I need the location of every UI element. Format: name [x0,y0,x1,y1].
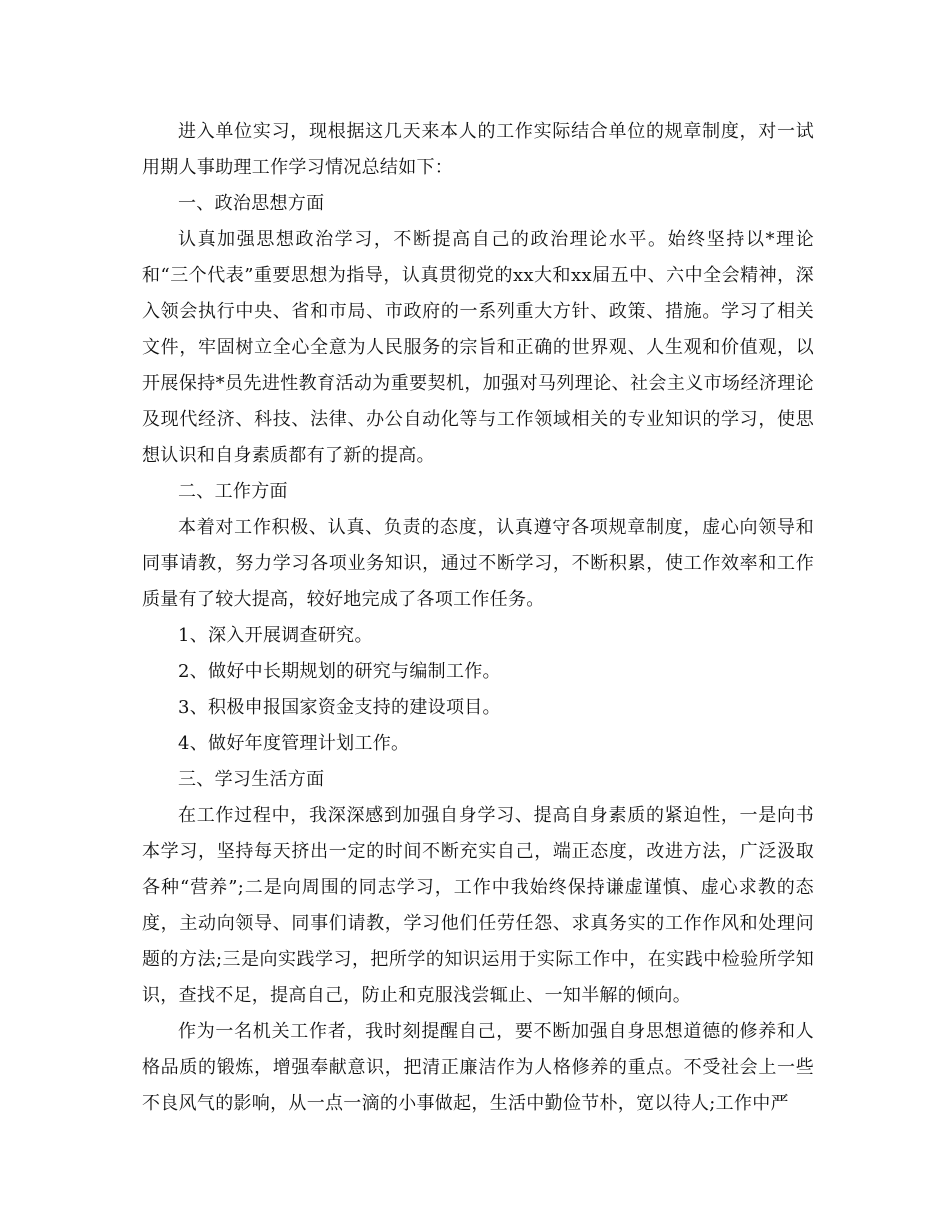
paragraph-conduct: 作为一名机关工作者，我时刻提醒自己，要不断加强自身思想道德的修养和人格品质的锻炼，增强奉献意识，把清正廉洁作为人格修养的重点。不受社会上一些不良风气的影响，从一点一滴的小事做起，生活中勤俭节朴，宽以待人;工作中严 [142,1021,814,1114]
paragraph-intro: 进入单位实习，现根据这几天来本人的工作实际结合单位的规章制度，对一试用期人事助理工作学习情况总结如下： [142,121,814,178]
list-item-2: 2、做好中长期规划的研究与编制工作。 [178,661,501,682]
paragraph-study: 在工作过程中，我深深感到加强自身学习、提高自身素质的紧迫性，一是向书本学习，坚持每天挤出一定的时间不断充实自己，端正态度，改进方法，广泛汲取各种“营养”;二是向周围的同志学习，工作中我始终保持谦虚谨慎、虚心求教的态度，主动向领导、同事们请教，学习他们任劳任怨、求真务实的工作作风和处理问题的方法;三是向实践学习，把所学的知识运用于实际工作中，在实践中检验所学知识，查找不足，提高自己，防止和克服浅尝辄止、一知半解的倾向。 [142,805,814,1006]
list-item-4: 4、做好年度管理计划工作。 [178,733,410,754]
list-item-1: 1、深入开展调查研究。 [178,625,373,646]
section-heading-study: 三、学习生活方面 [178,769,325,790]
paragraph-political: 认真加强思想政治学习，不断提高自己的政治理论水平。始终坚持以*理论和“三个代表”重要思想为指导，认真贯彻党的xx大和xx届五中、六中全会精神，深入领会执行中央、省和市局、市政府的一系列重大方针、政策、措施。学习了相关文件，牢固树立全心全意为人民服务的宗旨和正确的世界观、人生观和价值观，以开展保持*员先进性教育活动为重要契机，加强对马列理论、社会主义市场经济理论及现代经济、科技、法律、办公自动化等与工作领域相关的专业知识的学习，使思想认识和自身素质都有了新的提高。 [142,229,814,466]
paragraph-work: 本着对工作积极、认真、负责的态度，认真遵守各项规章制度，虚心向领导和同事请教，努力学习各项业务知识，通过不断学习，不断积累，使工作效率和工作质量有了较大提高，较好地完成了各项工作任务。 [142,517,814,610]
list-item-3: 3、积极申报国家资金支持的建设项目。 [178,697,501,718]
section-heading-political: 一、政治思想方面 [178,193,325,214]
document-body [142,114,814,1122]
section-heading-work: 二、工作方面 [178,481,288,502]
